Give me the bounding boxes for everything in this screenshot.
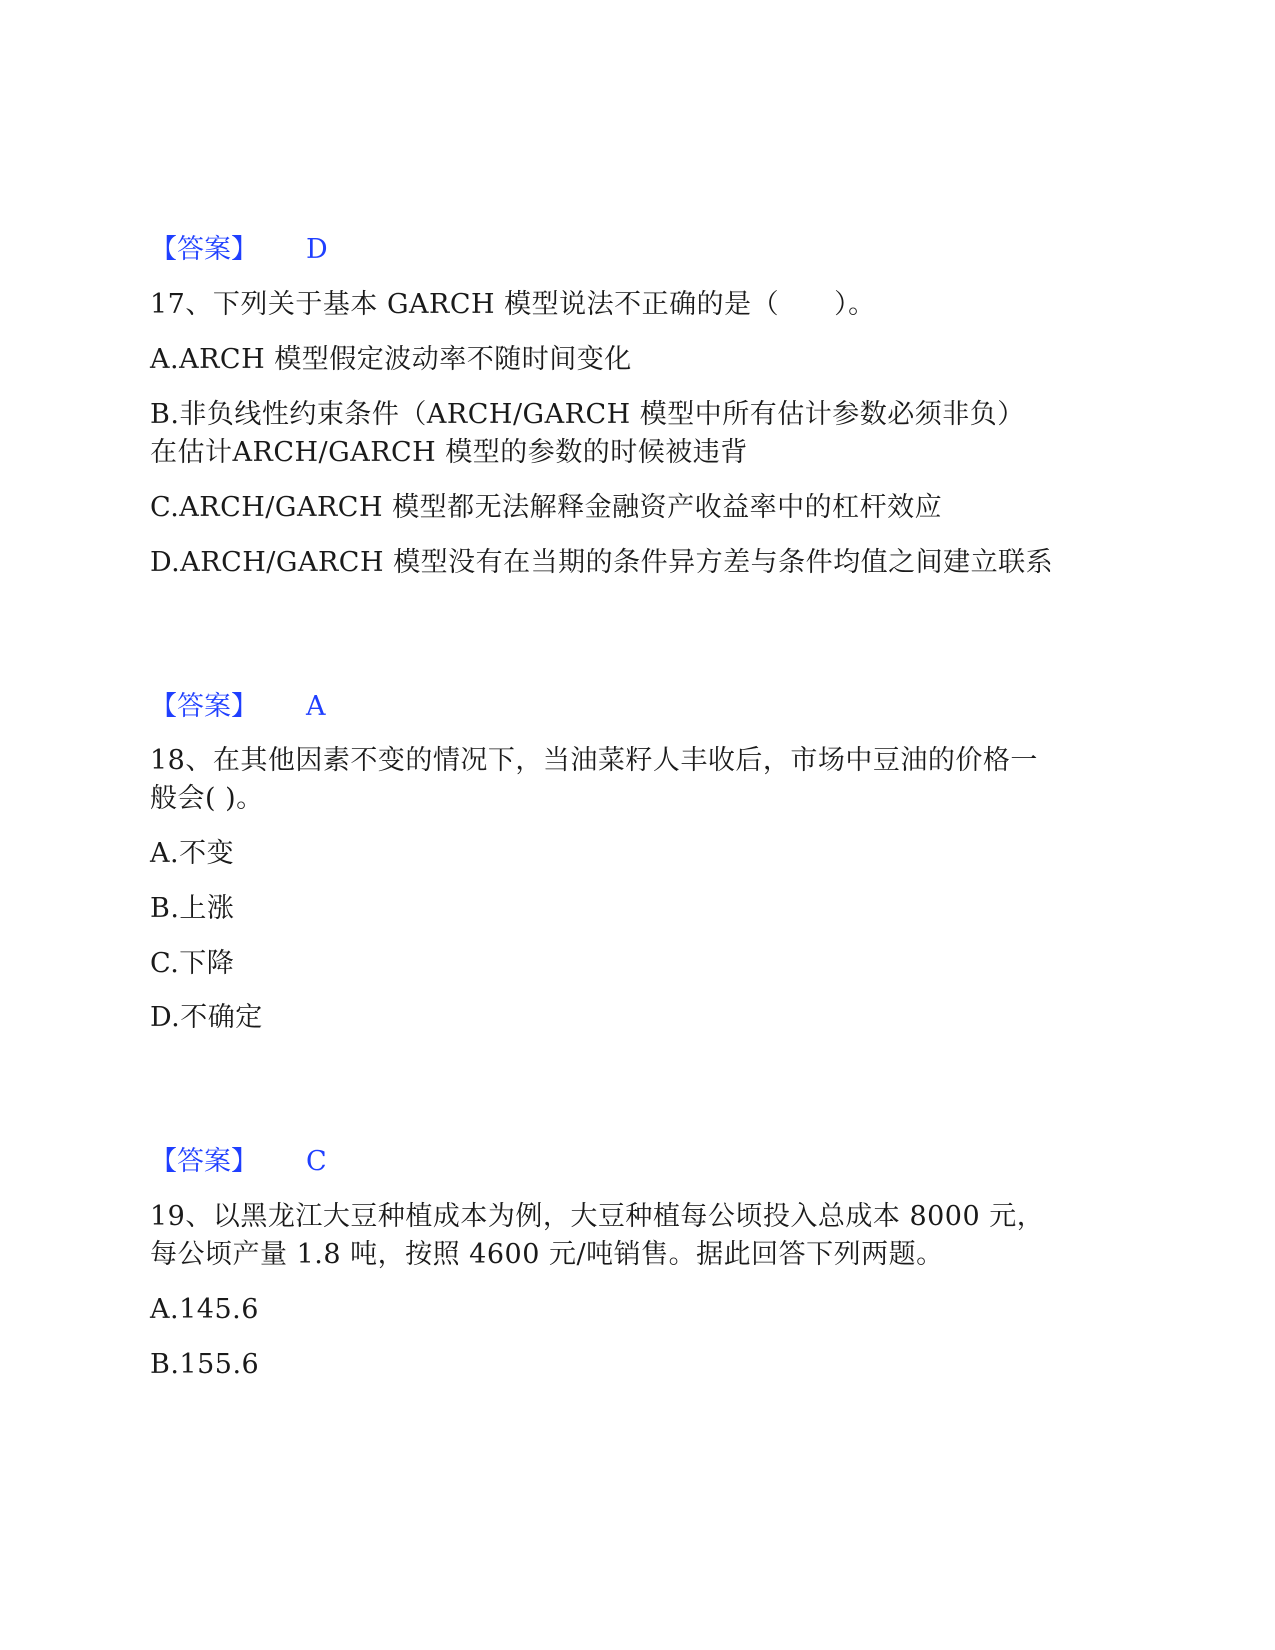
answer-value: D [306, 234, 328, 265]
question-18-option-b: B.上涨 [150, 893, 235, 924]
answer-line-q17 [150, 688, 326, 726]
answer-value: C [306, 1146, 327, 1177]
question-17-stem: 17、下列关于基本 GARCH 模型说法不正确的是（ ）。 [150, 289, 876, 320]
question-18-option-c: C.下降 [150, 948, 235, 979]
answer-line-q16 [150, 231, 328, 269]
answer-label: 【答案】 [150, 234, 258, 265]
question-19-stem: 19、以黑龙江大豆种植成本为例，大豆种植每公顷投入总成本 8000 元，每公顷产量 1.8 吨，按照 4600 元/吨销售。据此回答下列两题。 [150, 1201, 1045, 1270]
question-17-option-c: C.ARCH/GARCH 模型都无法解释金融资产收益率中的杠杆效应 [150, 492, 943, 523]
question-18-stem: 18、在其他因素不变的情况下，当油菜籽人丰收后，市场中豆油的价格一般会( )。 [150, 745, 1038, 814]
question-18-option-d: D.不确定 [150, 1002, 263, 1033]
answer-label: 【答案】 [150, 691, 258, 722]
question-17-option-a: A.ARCH 模型假定波动率不随时间变化 [150, 344, 632, 375]
question-19-option-a: A.145.6 [150, 1294, 259, 1325]
question-19-option-b: B.155.6 [150, 1349, 260, 1380]
answer-line-q18 [150, 1143, 327, 1181]
answer-label: 【答案】 [150, 1146, 258, 1177]
question-17-option-d: D.ARCH/GARCH 模型没有在当期的条件异方差与条件均值之间建立联系 [150, 547, 1054, 578]
question-18-option-a: A.不变 [150, 838, 235, 869]
question-17-option-b: B.非负线性约束条件（ARCH/GARCH 模型中所有估计参数必须非负）在估计ARCH/GARCH 模型的参数的时候被违背 [150, 399, 1025, 468]
answer-value: A [306, 691, 326, 722]
